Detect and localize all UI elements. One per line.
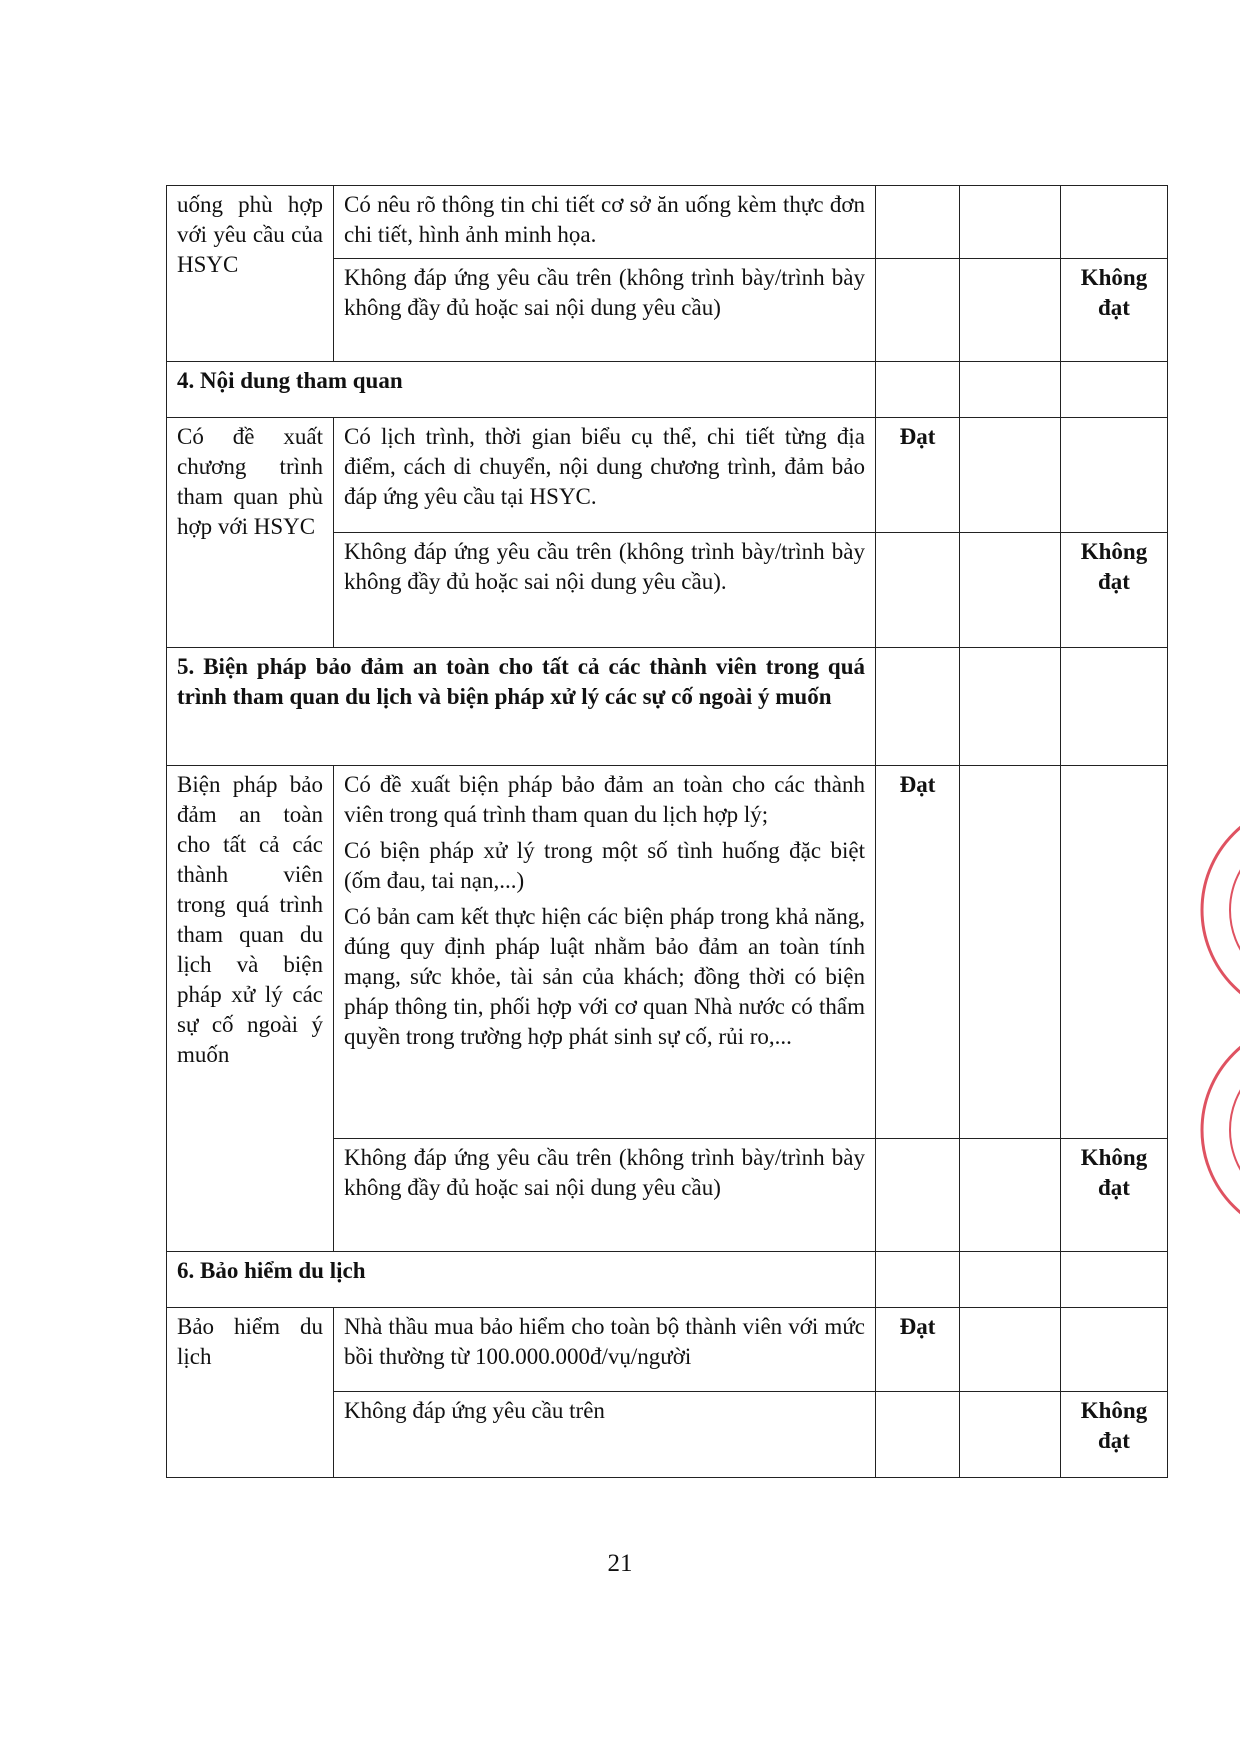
section-heading: 6. Bảo hiểm du lịch — [167, 1252, 876, 1308]
pass-paragraph: Có đề xuất biện pháp bảo đảm an toàn cho các thành viên trong quá trình tham quan du lịch hợp lý; — [344, 772, 865, 827]
result-cell — [876, 186, 960, 259]
pass-description: Nhà thầu mua bảo hiểm cho toàn bộ thành viên với mức bồi thường từ 100.000.000đ/vụ/người — [334, 1308, 876, 1392]
company-seal-stamp — [1170, 800, 1240, 1240]
pass-result: Đạt — [876, 766, 960, 1139]
page-number: 21 — [607, 1550, 633, 1577]
pass-result: Đạt — [876, 1308, 960, 1392]
section-heading: 4. Nội dung tham quan — [167, 362, 876, 418]
fail-result: Không đạt — [1061, 533, 1168, 648]
result-cell — [876, 533, 960, 648]
fail-description: Không đáp ứng yêu cầu trên (không trình bày/trình bày không đầy đủ hoặc sai nội dung yêu cầu). — [334, 533, 876, 648]
table-row — [167, 1308, 1168, 1392]
result-cell — [960, 418, 1061, 533]
result-cell — [960, 1252, 1061, 1308]
table-row — [167, 186, 1168, 259]
evaluation-table — [166, 185, 1168, 1478]
criterion-cell: Có đề xuất chương trình tham quan phù hợp với HSYC — [167, 418, 334, 648]
table-row — [167, 766, 1168, 1139]
result-cell — [960, 1308, 1061, 1392]
result-cell — [960, 362, 1061, 418]
result-cell — [876, 1139, 960, 1252]
fail-result: Không đạt — [1061, 1139, 1168, 1252]
pass-description — [334, 766, 876, 1139]
table-row — [167, 418, 1168, 533]
criterion-cell: Bảo hiểm du lịch — [167, 1308, 334, 1478]
fail-description: Không đáp ứng yêu cầu trên (không trình bày/trình bày không đầy đủ hoặc sai nội dung yêu cầu) — [334, 259, 876, 362]
table-row — [167, 362, 1168, 418]
result-cell — [1061, 186, 1168, 259]
result-cell — [876, 259, 960, 362]
result-cell — [960, 186, 1061, 259]
pass-paragraph: Có bản cam kết thực hiện các biện pháp trong khả năng, đúng quy định pháp luật nhằm bảo đảm an toàn tính mạng, sức khỏe, tài sản của khách; đồng thời có biện pháp thông tin, phối hợp với cơ quan Nhà nước có thẩm quyền trong trường hợp phát sinh sự cố, rủi ro,... — [344, 904, 865, 1049]
result-cell — [876, 362, 960, 418]
fail-result: Không đạt — [1061, 1392, 1168, 1478]
section-heading: 5. Biện pháp bảo đảm an toàn cho tất cả các thành viên trong quá trình tham quan du lịch và biện pháp xử lý các sự cố ngoài ý muốn — [167, 648, 876, 766]
table-row — [167, 1252, 1168, 1308]
criterion-cell: Biện pháp bảo đảm an toàn cho tất cả các thành viên trong quá trình tham quan du lịch và biện pháp xử lý các sự cố ngoài ý muốn — [167, 766, 334, 1252]
result-cell — [1061, 418, 1168, 533]
pass-result: Đạt — [876, 418, 960, 533]
result-cell — [876, 1252, 960, 1308]
criterion-cell: uống phù hợp với yêu cầu của HSYC — [167, 186, 334, 362]
result-cell — [1061, 362, 1168, 418]
result-cell — [960, 259, 1061, 362]
result-cell — [960, 1392, 1061, 1478]
fail-result: Không đạt — [1061, 259, 1168, 362]
result-cell — [1061, 1308, 1168, 1392]
result-cell — [876, 1392, 960, 1478]
result-cell — [960, 533, 1061, 648]
result-cell — [1061, 648, 1168, 766]
pass-description: Có lịch trình, thời gian biểu cụ thể, chi tiết từng địa điểm, cách di chuyển, nội dung chương trình, đảm bảo đáp ứng yêu cầu tại HSYC. — [334, 418, 876, 533]
result-cell — [960, 648, 1061, 766]
result-cell — [1061, 1252, 1168, 1308]
pass-description: Có nêu rõ thông tin chi tiết cơ sở ăn uống kèm thực đơn chi tiết, hình ảnh minh họa. — [334, 186, 876, 259]
pass-paragraph: Có biện pháp xử lý trong một số tình huống đặc biệt (ốm đau, tai nạn,...) — [344, 838, 865, 893]
result-cell — [1061, 766, 1168, 1139]
fail-description: Không đáp ứng yêu cầu trên (không trình bày/trình bày không đầy đủ hoặc sai nội dung yêu cầu) — [334, 1139, 876, 1252]
fail-description: Không đáp ứng yêu cầu trên — [334, 1392, 876, 1478]
result-cell — [876, 648, 960, 766]
result-cell — [960, 766, 1061, 1139]
table-row — [167, 648, 1168, 766]
result-cell — [960, 1139, 1061, 1252]
